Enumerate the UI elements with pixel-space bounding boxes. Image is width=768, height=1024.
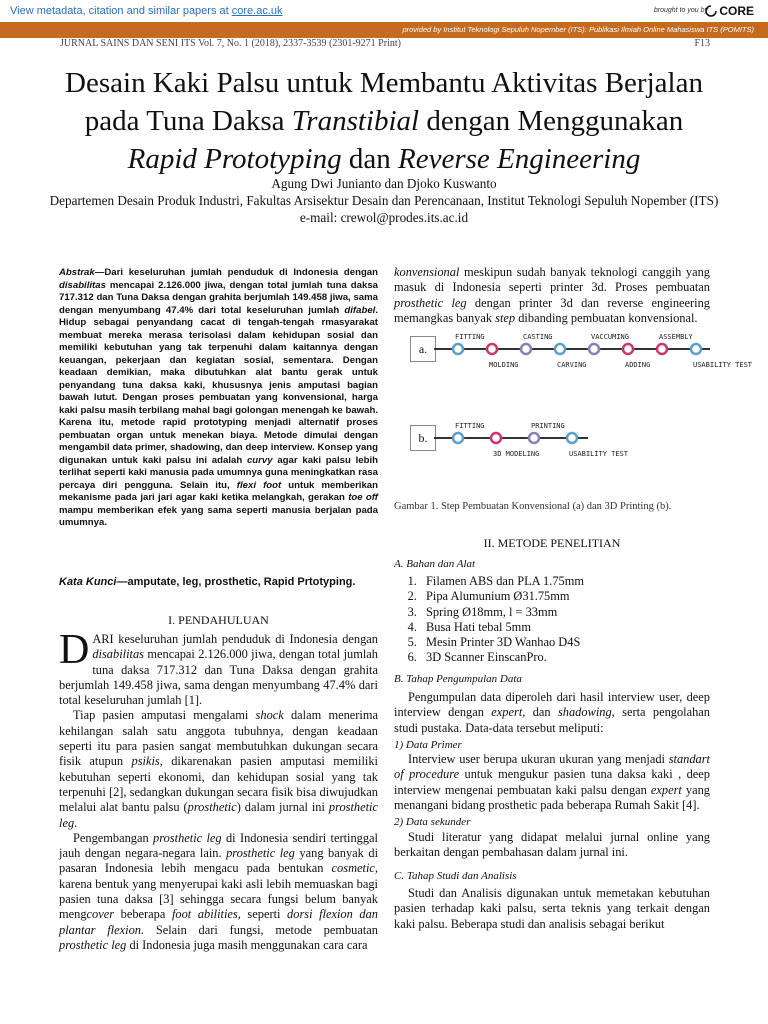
core-logo[interactable] [705, 4, 754, 18]
abstract-text-3: . Hidup sebagai penyandang cacat di tengah-tengah rmasyarakat membuat mereka merasa terisolasi dalam kehidupan sosial dan memiliki kebutuhan yang tak terpenuhi dalam kaitannya dengan keuangan, pekerjaan dan kegiatan sosial, sementara. Dengan keadaan demikian, maka dibutuhkan alat bantu gerak untuk penyandang tuna daksa kaki, khususnya jenis amputasi bagian bawah lutut. Dengan proses pembuatan yang konvensional, harga kaki palsu masih terbilang mahal bagi golongan menengah ke bawah. Karena itu, metode rapid prototyping menjadi alternatif proses pembuatan organ untuk menekan biaya. Metode dimulai dengan mengambil data primer, shadowing, dan deep interview. Konsep yang digunakan untuk kaki palsu ini adalah [59, 304, 378, 466]
author-email: e-mail: crewol@prodes.its.ac.id [299, 210, 469, 225]
figure-b-label: b. [410, 425, 436, 451]
abstract-text-5: untuk memberikan mekanisme pada jari jari agar kaki ketika melangkah, gerakan [59, 479, 378, 503]
right-intro-continuation [394, 265, 710, 326]
running-header [60, 38, 710, 49]
subsection-c-heading: C. Tahap Studi dan Analisis [394, 870, 517, 882]
provided-by-source[interactable]: Institut Teknologi Sepuluh Nopember (ITS): Publikasi Ilmiah Online Mahasiswa ITS (POMITS) [443, 25, 754, 34]
data-collection-text [394, 690, 710, 736]
title-line-2 [30, 102, 738, 140]
intro-p1-b: mencapai 2.126.000 jiwa, dengan total jumlah tuna daksa 717.312 dan Tuna Daksa dengan grahita berjumlah 149.458 jiwa, sama dengan menyumbang 47.4% dari total keseluruhan jumlah [1]. [59, 647, 378, 708]
paper-title [30, 64, 738, 178]
section-2-heading: II. METODE PENELITIAN [483, 536, 621, 550]
abstract-italic-4: flexi foot [236, 479, 282, 491]
subsection-b-heading: B. Tahap Pengumpulan Data [394, 673, 522, 685]
core-logo-icon [705, 5, 717, 17]
author-names: Agung Dwi Junianto dan Djoko Kuswanto [271, 176, 497, 191]
journal-name: JURNAL SAINS DAN SENI ITS Vol. 7, No. 1 (2018), 2337-3539 (2301-9271 Print) [60, 38, 401, 49]
intro-p2-d: ) dalam jurnal ini [236, 800, 329, 815]
figure-b-step-label: USABILITY TEST [569, 450, 629, 458]
b-italic-1: expert [491, 705, 523, 720]
core-banner [0, 0, 768, 23]
intro-p3-e: beberapa [114, 907, 172, 922]
figure-b-process [410, 422, 725, 472]
provided-by-bar [0, 22, 768, 38]
figure-a-step-marker [521, 344, 531, 354]
material-item: 5. Mesin Printer 3D Wanhao D4S [420, 635, 710, 650]
figure-b-diagram [410, 422, 725, 472]
right-top-c: dibanding pembuatan konvensional. [515, 310, 698, 325]
keywords-text: —amputate, leg, prosthetic, Rapid Prtotyping. [116, 576, 356, 588]
figure-a-label: a. [410, 336, 436, 362]
abstract-text-6: mampu memberikan efek yang sama seperti manusia berjalan pada umumnya. [59, 504, 378, 528]
abstract-dash: — [94, 267, 105, 278]
p1-italic-2: expert [650, 782, 682, 797]
abstract [59, 267, 378, 530]
material-item: 4. Busa Hati tebal 5mm [420, 620, 710, 635]
provided-by-text[interactable] [402, 25, 754, 34]
figure-a-step-label: ADDING [625, 361, 651, 369]
figure-a-step-marker [555, 344, 565, 354]
figure-b-step-marker [491, 433, 501, 443]
figure-b-step-marker [453, 433, 463, 443]
intro-paragraph-1 [59, 627, 378, 708]
right-top-italic-2: prosthetic leg [394, 295, 467, 310]
b-a: Pengumpulan data diperoleh dari hasil interview user, deep interview dengan [394, 690, 710, 720]
primary-data-text [394, 752, 710, 813]
intro-p2-italic-3: prosthetic [187, 800, 237, 815]
figure-a-step-label: CARVING [557, 361, 587, 369]
figure-caption: Gambar 1. Step Pembuatan Konvensional (a) dan 3D Printing (b). [394, 501, 672, 512]
abstract-italic-1: disabilitas [59, 279, 106, 291]
author-affiliation: Departemen Desain Produk Industri, Fakultas Arsisektur Desain dan Perencanaan, Institut Teknologi Sepuluh Nopember (ITS) [49, 193, 719, 208]
materials-list [394, 574, 710, 666]
abstract-text-4: agar kaki palsu lebih terlihat seperti kaki manusia pada umumnya guna meningkatkan rasa percaya diri pengguna. Selain itu, [59, 454, 379, 491]
title-line-3c: Reverse Engineering [397, 143, 641, 175]
material-item: 2. Pipa Alumunium Ø31.75mm [420, 589, 710, 604]
section-1-heading: I. PENDAHULUAN [168, 613, 269, 627]
intro-p3-italic-2: prosthetic leg [226, 846, 295, 861]
intro-p2-italic-4: prosthetic leg [59, 800, 378, 830]
figure-b-step-label: 3D MODELING [493, 450, 540, 458]
primary-data-paragraph [394, 752, 710, 813]
abstract-text-2: mencapai 2.126.000 jiwa, dengan total jumlah tuna daksa 717.312 dan Tuna Daksa dengan grahita berjumlah 149.458 jiwa, sama dengan menyumbang 47.4% dari total keseluruhan jumlah [59, 279, 378, 316]
intro-p2-italic-1: shock [255, 708, 284, 723]
figure-b-steps [453, 422, 629, 458]
drop-cap: D [59, 627, 90, 673]
analysis-text: Studi dan Analisis digunakan untuk memetakan kebutuhan pasien terhadap kaki palsu, serta teknis yang terkait dengan kaki palsu. Beberapa studi dan analisis sebagai berikut [394, 886, 710, 931]
figure-a-step-label: USABILITY TEST [693, 361, 753, 369]
right-top-italic-1: konvensional [394, 265, 460, 279]
figure-a-step-label: FITTING [455, 333, 485, 341]
intro-p3-italic-4: cover [86, 907, 115, 922]
figure-a-diagram [410, 333, 753, 383]
secondary-data-paragraph [394, 830, 710, 861]
intro-paragraph-2 [59, 708, 378, 830]
figure-a-step-marker [589, 344, 599, 354]
title-line-3a: Rapid Prototyping [127, 143, 342, 175]
figure-a-step-label: VACCUMING [591, 333, 629, 341]
author-block [40, 175, 728, 226]
right-top-a: meskipun sudah banyak teknologi canggih yang masuk di Indonesia seperti printer 3d. Proses pembuatan [394, 265, 710, 295]
figure-a-step-marker [657, 344, 667, 354]
abstract-italic-3: curvy [246, 454, 273, 466]
core-metadata-link[interactable] [10, 5, 283, 17]
intro-p3-italic-7: prosthetic leg [59, 937, 127, 952]
analysis-paragraph [394, 886, 710, 932]
material-item: 1. Filamen ABS dan PLA 1.75mm [420, 574, 710, 589]
b-b: , dan [522, 705, 558, 720]
title-line-3b: dan [341, 143, 398, 175]
subsection-2-heading: 2) Data sekunder [394, 816, 471, 828]
intro-p3-italic-5: foot abilities, [171, 907, 241, 922]
core-link-site[interactable]: core.ac.uk [231, 5, 283, 17]
intro-p3-f: seperti [240, 907, 288, 922]
p1-italic-1: standart of procedure [394, 752, 710, 782]
introduction [59, 627, 379, 953]
p1-c: yang menangani bidang prosthetic pada beberapa Rumah Sakit [4]. [394, 782, 710, 812]
figure-a-step-marker [691, 344, 701, 354]
materials-ol [394, 574, 710, 666]
figure-a-process [410, 333, 753, 383]
intro-p3-h: di Indonesia juga masih menggunakan cara cara [126, 937, 368, 952]
figure-b-step-label: FITTING [455, 422, 485, 430]
figure-a-step-label: CASTING [523, 333, 553, 341]
figure-b-step-marker [567, 433, 577, 443]
title-line-2c: dengan Menggunakan [419, 105, 684, 137]
figure-b-step-label: PRINTING [531, 422, 565, 430]
abstract-italic-2: difabel [344, 304, 376, 316]
right-top-b: dengan printer 3d dan reverse engineering memangkas banyak [394, 295, 710, 325]
intro-p2-a: Tiap pasien amputasi mengalami [73, 708, 256, 723]
intro-p1-a: ARI keseluruhan jumlah penduduk di Indonesia dengan [92, 632, 378, 646]
figure-a-step-marker [623, 344, 633, 354]
intro-p3-g: Selain dari fungsi, metode pembuatan [144, 922, 378, 937]
intro-p3-a: Pengembangan [73, 830, 154, 845]
intro-p2-e: . [74, 815, 78, 830]
secondary-data-text: Studi literatur yang didapat melalui jurnal online yang berkaitan dengan pembahasan dalam jurnal ini. [394, 830, 710, 860]
provided-by-label: provided by [402, 25, 442, 34]
subsection-1-heading: 1) Data Primer [394, 739, 462, 751]
p1-a: Interview user berupa ukuran ukuran yang menjadi [408, 752, 669, 766]
intro-p2-italic-2: psikis, [131, 754, 163, 769]
intro-paragraph-3 [59, 831, 378, 953]
keywords [59, 575, 378, 590]
intro-p3-italic-3: cosmetic, [331, 861, 378, 876]
abstract-italic-5: toe off [348, 492, 378, 503]
intro-p1-italic: disabilitas [92, 647, 144, 662]
material-item: 6. 3D Scanner EinscanPro. [420, 650, 710, 665]
keywords-label: Kata Kunci [59, 576, 117, 588]
core-link-prefix[interactable]: View metadata, citation and similar papers at [10, 5, 232, 17]
figure-a-step-marker [453, 344, 463, 354]
title-line-2b: Transtibial [291, 105, 420, 137]
intro-p2-b: dalam menerima kehilangan salah satu anggota tubuhnya, dengan keadaan seperti itu para pasien sangat membutuhkan dukungan secara fisik atupun [59, 708, 378, 769]
right-top-italic-3: step [495, 310, 516, 325]
p1-b: untuk mengukur pasien tuna daksa kaki , deep interview mengenai pembuatan kaki palsu dengan [394, 767, 710, 797]
figure-a-step-label: ASSEMBLY [659, 333, 693, 341]
figure-a-step-label: MOLDING [489, 361, 519, 369]
intro-p3-c: yang banyak di pasaran Indonesia lebih mengacu pada bentukan [59, 846, 379, 876]
figure-b-step-marker [529, 433, 539, 443]
material-item: 3. Spring Ø18mm, l = 33mm [420, 605, 710, 620]
intro-p2-c: dikarenakan pasien amputasi memiliki kebutuhan seperti ekonomi, dan kehidupan sosial yang tak terpenuhi [2], sedangkan dukungan secara fisik bisa diwujudkan melalui alat bantu palsu ( [59, 754, 378, 815]
figure-a-steps [453, 333, 753, 369]
abstract-label: Abstrak [59, 267, 95, 278]
b-c: serta pengolahan studi pustaka. Data-data tersebut meliputi: [394, 705, 710, 735]
core-brought-by: brought to you by [653, 7, 708, 14]
subsection-a-heading: A. Bahan dan Alat [394, 558, 476, 570]
page-number: F13 [694, 38, 710, 49]
abstract-text-1: Dari keseluruhan jumlah penduduk di Indonesia dengan [104, 267, 378, 278]
title-line-3 [30, 140, 738, 178]
b-italic-2: shadowing, [557, 705, 615, 720]
intro-p3-d: karena bentuk yang menyerupai kaki asli lebih memuaskan bagi pasien tuna daksa [3] sehingga secara fungsi belum banyak meng [59, 876, 378, 922]
title-line-1: Desain Kaki Palsu untuk Membantu Aktivitas Berjalan [65, 67, 703, 99]
title-line-2a: pada Tuna Daksa [84, 105, 292, 137]
core-logo-text: CORE [719, 4, 754, 18]
data-collection-paragraph [394, 690, 710, 736]
figure-a-step-marker [487, 344, 497, 354]
intro-p3-italic-1: prosthetic leg [153, 830, 222, 845]
intro-p3-italic-6: dorsi flexion dan plantar flexion. [59, 907, 378, 937]
intro-p3-b: di Indonesia sendiri tertinggal jauh dengan negara-negara lain. [59, 830, 378, 861]
